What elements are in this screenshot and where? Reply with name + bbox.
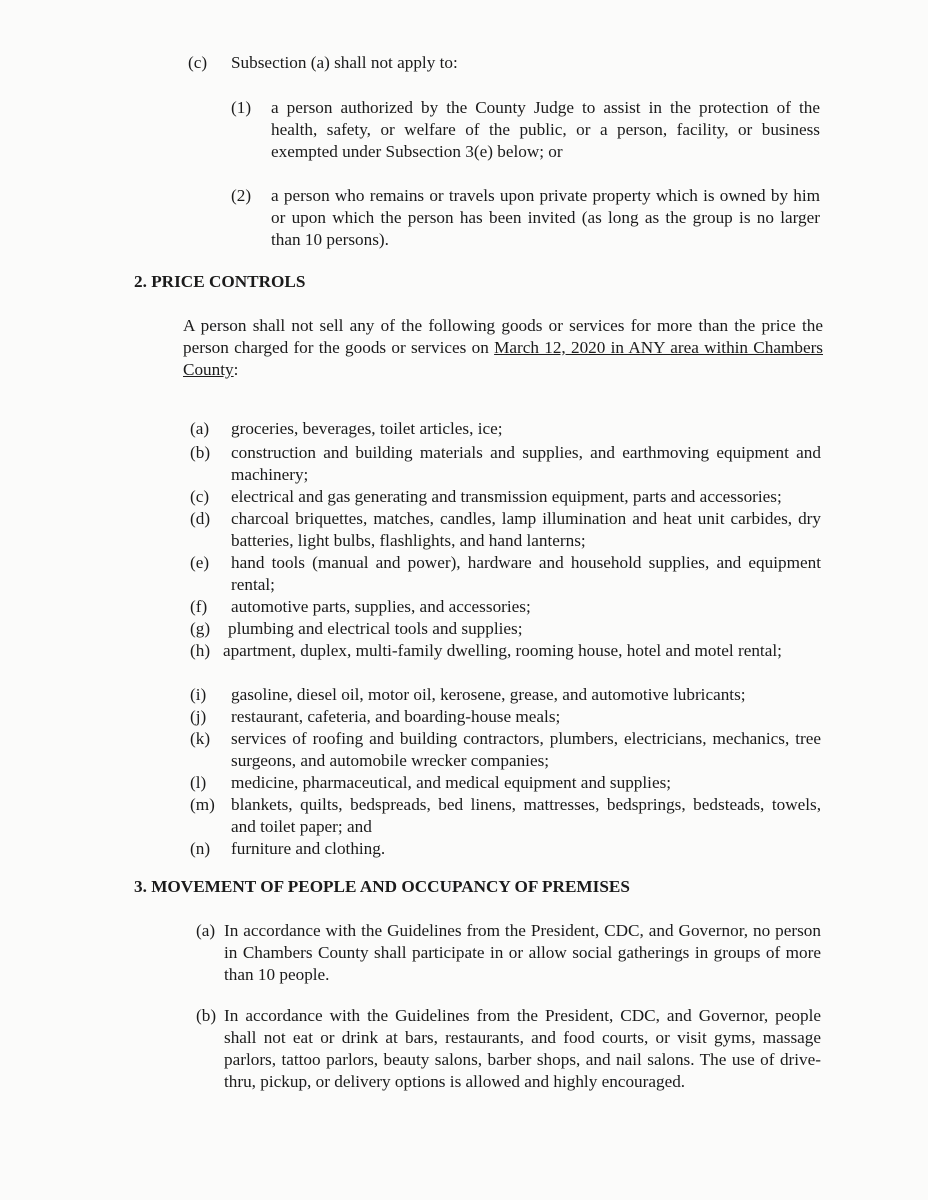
price-item-text: gasoline, diesel oil, motor oil, kerosene, grease, and automotive lubricants; (231, 685, 746, 704)
price-item-text: automotive parts, supplies, and accessories; (231, 597, 531, 616)
price-item-label: (i) (190, 685, 207, 704)
price-item-text: plumbing and electrical tools and supplies; (228, 619, 523, 638)
movement-item-label: (a) (196, 921, 216, 940)
price-item-text: construction and building materials and supplies, and earthmoving equipment and machinery; (231, 443, 821, 484)
section-2-heading: 2. PRICE CONTROLS (134, 272, 306, 291)
intro-underlined-text: March 12, 2020 in ANY area within Chambers County (183, 338, 823, 379)
movement-item-text: In accordance with the Guidelines from the President, CDC, and Governor, no person in Chambers County shall participate in or allow social gatherings in groups of more than 10 people. (224, 921, 821, 984)
price-item-text: groceries, beverages, toilet articles, ice; (231, 419, 503, 438)
price-item-label: (h) (190, 641, 211, 660)
price-item-text: hand tools (manual and power), hardware and household supplies, and equipment rental; (231, 553, 821, 594)
exemption-2-text: a person who remains or travels upon private property which is owned by him or upon which the person has been invited (as long as the group is no larger than 10 persons). (271, 186, 820, 249)
price-item-label: (a) (190, 419, 210, 438)
price-item-label: (j) (190, 707, 207, 726)
price-item-label: (b) (190, 443, 211, 462)
section-3-heading: 3. MOVEMENT OF PEOPLE AND OCCUPANCY OF PREMISES (134, 877, 630, 896)
price-item-label: (k) (190, 729, 211, 748)
price-item-label: (l) (190, 773, 207, 792)
subsection-c-label: (c) (188, 53, 208, 72)
price-item-label: (c) (190, 487, 210, 506)
price-item-text: furniture and clothing. (231, 839, 386, 858)
intro-text: A person shall not sell any of the following goods or services for more than the price the person charged for the goods or services on (183, 316, 823, 357)
price-item-text: electrical and gas generating and transmission equipment, parts and accessories; (231, 487, 782, 506)
price-item-text: restaurant, cafeteria, and boarding-house meals; (231, 707, 561, 726)
price-item-label: (n) (190, 839, 211, 858)
price-item-label: (d) (190, 509, 211, 528)
price-item-label: (f) (190, 597, 208, 616)
exemption-1-text: a person authorized by the County Judge to assist in the protection of the health, safety, or welfare of the public, or a person, facility, or business exempted under Subsection 3(e) below; or (271, 98, 820, 161)
movement-item-text: In accordance with the Guidelines from the President, CDC, and Governor, people shall not eat or drink at bars, restaurants, and food courts, or visit gyms, massage parlors, tattoo parlors, beauty salons, barber shops, and nail salons. The use of drive-thru, pickup, or delivery options is allowed and highly encouraged. (224, 1006, 821, 1091)
price-item-text: apartment, duplex, multi-family dwelling, rooming house, hotel and motel rental; (222, 641, 782, 660)
exemption-2-label: (2) (231, 186, 252, 205)
movement-item-label: (b) (196, 1006, 217, 1025)
price-item-text: charcoal briquettes, matches, candles, lamp illumination and heat unit carbides, dry batteries, light bulbs, flashlights, and hand lanterns; (231, 509, 821, 550)
price-controls-intro (183, 315, 823, 381)
subsection-c-intro: Subsection (a) shall not apply to: (231, 53, 458, 72)
price-item-label: (m) (190, 795, 215, 814)
exemption-1-label: (1) (231, 98, 252, 117)
price-item-label: (g) (190, 619, 211, 638)
price-item-label: (e) (190, 553, 210, 572)
price-item-text: blankets, quilts, bedspreads, bed linens, mattresses, bedsprings, bedsteads, towels, and toilet paper; and (231, 795, 821, 836)
price-item-h (190, 640, 821, 662)
price-item-text: medicine, pharmaceutical, and medical equipment and supplies; (231, 773, 672, 792)
price-item-text: services of roofing and building contractors, plumbers, electricians, mechanics, tree surgeons, and automobile wrecker companies; (231, 729, 821, 770)
intro-colon: : (233, 360, 239, 379)
